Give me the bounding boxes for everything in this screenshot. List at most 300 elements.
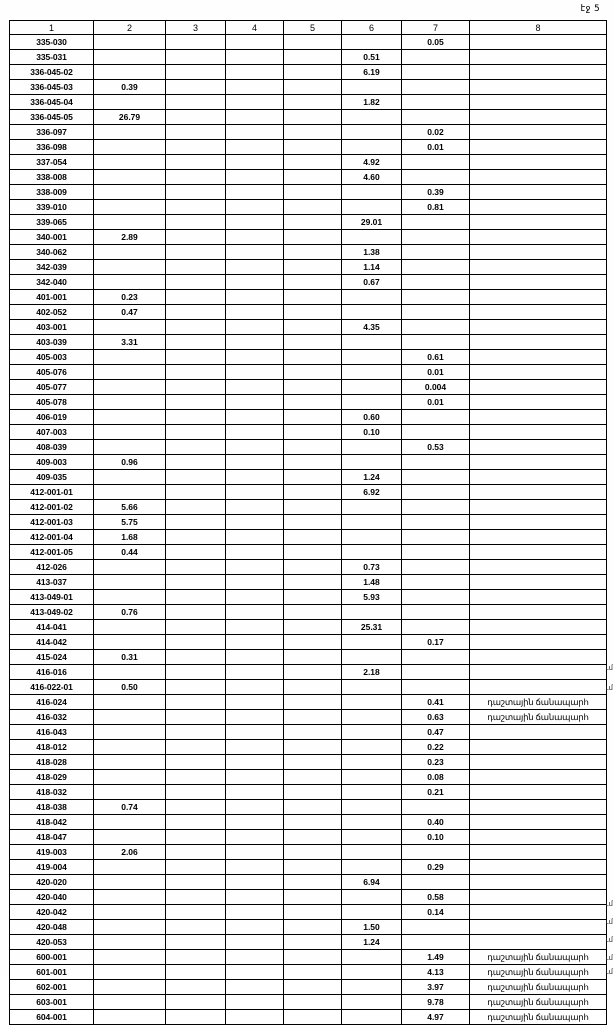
cell-value-col7: 0.05 (402, 35, 470, 50)
table-row (10, 155, 607, 170)
cell-value-col5 (284, 260, 342, 275)
cell-parcel-code: 420-053 (10, 935, 94, 950)
cell-parcel-code: 401-001 (10, 290, 94, 305)
cell-value-col5 (284, 665, 342, 680)
cell-value-col5 (284, 275, 342, 290)
cell-note (470, 290, 607, 305)
cell-value-col7 (402, 575, 470, 590)
cell-value-col3 (166, 995, 226, 1010)
cell-value-col2 (94, 755, 166, 770)
cell-parcel-code: 403-039 (10, 335, 94, 350)
edge-annotation: ւմ (605, 684, 613, 692)
cell-value-col2 (94, 620, 166, 635)
cell-value-col4 (226, 785, 284, 800)
cell-value-col6: 1.38 (342, 245, 402, 260)
cell-value-col6: 0.73 (342, 560, 402, 575)
cell-value-col7 (402, 650, 470, 665)
table-row (10, 845, 607, 860)
cell-value-col7 (402, 275, 470, 290)
table-row (10, 35, 607, 50)
edge-annotation: ւմ (605, 936, 613, 944)
cell-value-col6: 0.10 (342, 425, 402, 440)
cell-value-col6 (342, 965, 402, 980)
cell-note (470, 380, 607, 395)
cell-value-col5 (284, 620, 342, 635)
cell-value-col7: 0.01 (402, 365, 470, 380)
cell-parcel-code: 602-001 (10, 980, 94, 995)
cell-value-col3 (166, 140, 226, 155)
cell-parcel-code: 416-022-01 (10, 680, 94, 695)
cell-value-col2 (94, 185, 166, 200)
table-row (10, 755, 607, 770)
cell-value-col7 (402, 215, 470, 230)
cell-note (470, 545, 607, 560)
cell-note (470, 920, 607, 935)
cell-value-col6 (342, 365, 402, 380)
cell-value-col4 (226, 275, 284, 290)
cell-value-col7 (402, 530, 470, 545)
table-row (10, 695, 607, 710)
cell-value-col3 (166, 785, 226, 800)
cell-value-col3 (166, 980, 226, 995)
cell-value-col2: 0.31 (94, 650, 166, 665)
cell-value-col6: 4.60 (342, 170, 402, 185)
cell-value-col5 (284, 935, 342, 950)
cell-value-col2 (94, 770, 166, 785)
cell-value-col3 (166, 680, 226, 695)
cell-value-col2: 0.96 (94, 455, 166, 470)
table-row (10, 500, 607, 515)
cell-value-col5 (284, 320, 342, 335)
cell-note (470, 395, 607, 410)
cell-value-col5 (284, 560, 342, 575)
cell-value-col7: 0.004 (402, 380, 470, 395)
cell-value-col2 (94, 830, 166, 845)
cell-note: դաշտային ճանապարհ (470, 980, 607, 995)
cell-parcel-code: 601-001 (10, 965, 94, 980)
cell-value-col7 (402, 500, 470, 515)
table-row (10, 665, 607, 680)
cell-value-col5 (284, 845, 342, 860)
cell-value-col7: 0.81 (402, 200, 470, 215)
table-row (10, 725, 607, 740)
table-row (10, 485, 607, 500)
cell-parcel-code: 340-001 (10, 230, 94, 245)
cell-value-col6 (342, 650, 402, 665)
table-row (10, 935, 607, 950)
cell-parcel-code: 342-039 (10, 260, 94, 275)
cell-value-col2 (94, 815, 166, 830)
cell-value-col2: 0.76 (94, 605, 166, 620)
cell-parcel-code: 407-003 (10, 425, 94, 440)
cell-value-col7 (402, 260, 470, 275)
cell-note (470, 80, 607, 95)
cell-value-col6 (342, 350, 402, 365)
cell-value-col6: 1.24 (342, 470, 402, 485)
cell-parcel-code: 418-028 (10, 755, 94, 770)
cell-note (470, 305, 607, 320)
cell-value-col3 (166, 260, 226, 275)
cell-note (470, 365, 607, 380)
land-parcel-table (9, 20, 607, 1025)
cell-value-col5 (284, 335, 342, 350)
table-row (10, 290, 607, 305)
cell-value-col3 (166, 845, 226, 860)
table-row (10, 635, 607, 650)
cell-value-col5 (284, 890, 342, 905)
cell-value-col3 (166, 920, 226, 935)
cell-value-col7 (402, 470, 470, 485)
cell-value-col5 (284, 305, 342, 320)
cell-value-col5 (284, 350, 342, 365)
cell-value-col5 (284, 605, 342, 620)
cell-value-col4 (226, 485, 284, 500)
cell-value-col2 (94, 935, 166, 950)
cell-value-col7 (402, 320, 470, 335)
cell-note: դաշտային ճանապարհ (470, 965, 607, 980)
cell-value-col3 (166, 935, 226, 950)
cell-note (470, 95, 607, 110)
cell-value-col7: 0.17 (402, 635, 470, 650)
table-row (10, 455, 607, 470)
cell-value-col4 (226, 65, 284, 80)
cell-value-col4 (226, 845, 284, 860)
cell-value-col2 (94, 860, 166, 875)
cell-value-col3 (166, 335, 226, 350)
cell-value-col6 (342, 680, 402, 695)
cell-note (470, 65, 607, 80)
cell-parcel-code: 409-035 (10, 470, 94, 485)
cell-value-col3 (166, 95, 226, 110)
cell-value-col7: 1.49 (402, 950, 470, 965)
cell-value-col2: 1.68 (94, 530, 166, 545)
cell-note (470, 410, 607, 425)
cell-value-col4 (226, 620, 284, 635)
cell-value-col2: 0.44 (94, 545, 166, 560)
cell-value-col7 (402, 590, 470, 605)
edge-annotation: ւմ (605, 664, 613, 672)
cell-value-col5 (284, 545, 342, 560)
cell-value-col4 (226, 650, 284, 665)
cell-value-col6: 2.18 (342, 665, 402, 680)
table-row (10, 305, 607, 320)
cell-value-col6 (342, 440, 402, 455)
cell-parcel-code: 416-016 (10, 665, 94, 680)
cell-value-col2 (94, 905, 166, 920)
cell-value-col3 (166, 275, 226, 290)
cell-parcel-code: 408-039 (10, 440, 94, 455)
cell-value-col6 (342, 815, 402, 830)
cell-value-col2 (94, 365, 166, 380)
cell-value-col5 (284, 635, 342, 650)
cell-value-col5 (284, 995, 342, 1010)
cell-value-col5 (284, 215, 342, 230)
cell-note (470, 425, 607, 440)
cell-value-col7 (402, 155, 470, 170)
table-row (10, 770, 607, 785)
cell-value-col3 (166, 755, 226, 770)
cell-value-col2 (94, 590, 166, 605)
cell-value-col3 (166, 365, 226, 380)
cell-note (470, 125, 607, 140)
cell-value-col4 (226, 530, 284, 545)
cell-value-col2 (94, 740, 166, 755)
cell-value-col3 (166, 200, 226, 215)
cell-value-col6 (342, 950, 402, 965)
cell-value-col3 (166, 110, 226, 125)
cell-value-col3 (166, 125, 226, 140)
cell-value-col6: 29.01 (342, 215, 402, 230)
cell-note (470, 935, 607, 950)
cell-value-col7 (402, 545, 470, 560)
cell-value-col5 (284, 650, 342, 665)
cell-value-col6 (342, 455, 402, 470)
cell-value-col3 (166, 185, 226, 200)
cell-parcel-code: 339-065 (10, 215, 94, 230)
cell-value-col5 (284, 860, 342, 875)
cell-value-col3 (166, 950, 226, 965)
cell-value-col3 (166, 800, 226, 815)
cell-value-col5 (284, 170, 342, 185)
cell-parcel-code: 412-001-03 (10, 515, 94, 530)
cell-value-col4 (226, 290, 284, 305)
cell-value-col3 (166, 65, 226, 80)
cell-value-col5 (284, 530, 342, 545)
table-row (10, 530, 607, 545)
cell-note (470, 215, 607, 230)
cell-value-col4 (226, 410, 284, 425)
cell-value-col2 (94, 710, 166, 725)
cell-value-col3 (166, 860, 226, 875)
cell-value-col3 (166, 770, 226, 785)
cell-value-col3 (166, 290, 226, 305)
cell-value-col6: 4.92 (342, 155, 402, 170)
cell-value-col3 (166, 230, 226, 245)
cell-value-col5 (284, 110, 342, 125)
cell-value-col5 (284, 950, 342, 965)
cell-parcel-code: 412-001-01 (10, 485, 94, 500)
cell-value-col5 (284, 785, 342, 800)
cell-value-col6 (342, 860, 402, 875)
cell-value-col7 (402, 170, 470, 185)
cell-value-col2 (94, 470, 166, 485)
cell-parcel-code: 335-031 (10, 50, 94, 65)
cell-value-col7 (402, 935, 470, 950)
cell-value-col6 (342, 395, 402, 410)
cell-value-col4 (226, 815, 284, 830)
cell-parcel-code: 336-098 (10, 140, 94, 155)
cell-note (470, 155, 607, 170)
cell-note (470, 140, 607, 155)
cell-note (470, 515, 607, 530)
cell-value-col6 (342, 890, 402, 905)
cell-value-col3 (166, 815, 226, 830)
cell-value-col6 (342, 785, 402, 800)
cell-value-col2 (94, 35, 166, 50)
page-edge-annotations (605, 0, 614, 976)
cell-value-col3 (166, 215, 226, 230)
cell-note (470, 110, 607, 125)
cell-note (470, 455, 607, 470)
cell-value-col3 (166, 245, 226, 260)
cell-parcel-code: 336-097 (10, 125, 94, 140)
cell-value-col2 (94, 395, 166, 410)
table-row (10, 890, 607, 905)
cell-value-col6 (342, 515, 402, 530)
table-row (10, 140, 607, 155)
cell-value-col6: 0.67 (342, 275, 402, 290)
table-row (10, 50, 607, 65)
cell-value-col5 (284, 920, 342, 935)
cell-note: դաշտային ճանապարհ (470, 995, 607, 1010)
cell-value-col2 (94, 380, 166, 395)
cell-note (470, 725, 607, 740)
cell-value-col3 (166, 695, 226, 710)
cell-parcel-code: 342-040 (10, 275, 94, 290)
cell-value-col6: 1.24 (342, 935, 402, 950)
cell-value-col5 (284, 185, 342, 200)
cell-value-col6 (342, 905, 402, 920)
cell-value-col3 (166, 740, 226, 755)
cell-value-col7: 0.08 (402, 770, 470, 785)
cell-value-col5 (284, 80, 342, 95)
cell-value-col4 (226, 185, 284, 200)
cell-note: դաշտային ճանապարհ (470, 710, 607, 725)
cell-value-col6 (342, 695, 402, 710)
cell-value-col4 (226, 440, 284, 455)
cell-value-col2 (94, 200, 166, 215)
cell-value-col5 (284, 725, 342, 740)
cell-value-col2 (94, 1010, 166, 1025)
table-row (10, 905, 607, 920)
cell-value-col5 (284, 140, 342, 155)
cell-value-col6 (342, 500, 402, 515)
cell-note (470, 260, 607, 275)
cell-value-col4 (226, 140, 284, 155)
column-header-7: 7 (402, 21, 470, 35)
cell-note (470, 680, 607, 695)
cell-parcel-code: 336-045-05 (10, 110, 94, 125)
cell-value-col4 (226, 365, 284, 380)
edge-annotation: ւմ (605, 918, 613, 926)
cell-value-col5 (284, 395, 342, 410)
cell-value-col2 (94, 245, 166, 260)
cell-value-col6 (342, 830, 402, 845)
cell-value-col6 (342, 710, 402, 725)
table-row (10, 860, 607, 875)
cell-value-col4 (226, 320, 284, 335)
cell-value-col6: 5.93 (342, 590, 402, 605)
cell-value-col3 (166, 830, 226, 845)
table-row (10, 710, 607, 725)
cell-value-col4 (226, 215, 284, 230)
cell-value-col7: 0.63 (402, 710, 470, 725)
cell-value-col5 (284, 425, 342, 440)
cell-value-col4 (226, 590, 284, 605)
cell-value-col3 (166, 425, 226, 440)
cell-value-col7: 0.41 (402, 695, 470, 710)
table-row (10, 395, 607, 410)
cell-value-col4 (226, 350, 284, 365)
cell-value-col6: 6.94 (342, 875, 402, 890)
cell-value-col5 (284, 755, 342, 770)
cell-value-col7 (402, 515, 470, 530)
cell-value-col4 (226, 920, 284, 935)
table-row (10, 215, 607, 230)
cell-value-col4 (226, 470, 284, 485)
cell-note (470, 335, 607, 350)
column-header-2: 2 (94, 21, 166, 35)
cell-value-col5 (284, 980, 342, 995)
cell-value-col7 (402, 410, 470, 425)
cell-value-col7 (402, 680, 470, 695)
cell-value-col6 (342, 995, 402, 1010)
cell-value-col2 (94, 890, 166, 905)
cell-value-col7: 0.01 (402, 140, 470, 155)
cell-value-col2 (94, 95, 166, 110)
cell-parcel-code: 336-045-03 (10, 80, 94, 95)
cell-value-col7: 0.22 (402, 740, 470, 755)
cell-value-col2 (94, 275, 166, 290)
cell-note (470, 605, 607, 620)
cell-value-col5 (284, 455, 342, 470)
cell-note (470, 815, 607, 830)
cell-value-col6 (342, 800, 402, 815)
table-row (10, 65, 607, 80)
cell-note (470, 50, 607, 65)
cell-value-col7: 0.58 (402, 890, 470, 905)
cell-value-col4 (226, 35, 284, 50)
cell-parcel-code: 420-020 (10, 875, 94, 890)
cell-value-col7 (402, 245, 470, 260)
cell-value-col4 (226, 935, 284, 950)
cell-value-col3 (166, 500, 226, 515)
cell-value-col6 (342, 380, 402, 395)
table-row (10, 950, 607, 965)
cell-value-col2 (94, 920, 166, 935)
cell-value-col7 (402, 335, 470, 350)
cell-value-col4 (226, 1010, 284, 1025)
cell-value-col4 (226, 425, 284, 440)
cell-value-col7 (402, 875, 470, 890)
cell-note (470, 485, 607, 500)
cell-parcel-code: 418-047 (10, 830, 94, 845)
cell-value-col3 (166, 170, 226, 185)
cell-value-col4 (226, 755, 284, 770)
cell-value-col4 (226, 515, 284, 530)
cell-value-col2 (94, 410, 166, 425)
cell-note (470, 620, 607, 635)
cell-value-col7 (402, 560, 470, 575)
cell-value-col3 (166, 635, 226, 650)
table-row (10, 350, 607, 365)
table-row (10, 125, 607, 140)
cell-value-col4 (226, 545, 284, 560)
cell-value-col4 (226, 170, 284, 185)
cell-value-col6: 0.51 (342, 50, 402, 65)
cell-note (470, 785, 607, 800)
table-row (10, 185, 607, 200)
cell-value-col7: 0.47 (402, 725, 470, 740)
cell-value-col5 (284, 500, 342, 515)
cell-value-col7 (402, 80, 470, 95)
cell-value-col4 (226, 635, 284, 650)
cell-parcel-code: 405-077 (10, 380, 94, 395)
table-row (10, 170, 607, 185)
cell-value-col3 (166, 35, 226, 50)
cell-note (470, 470, 607, 485)
cell-note (470, 320, 607, 335)
